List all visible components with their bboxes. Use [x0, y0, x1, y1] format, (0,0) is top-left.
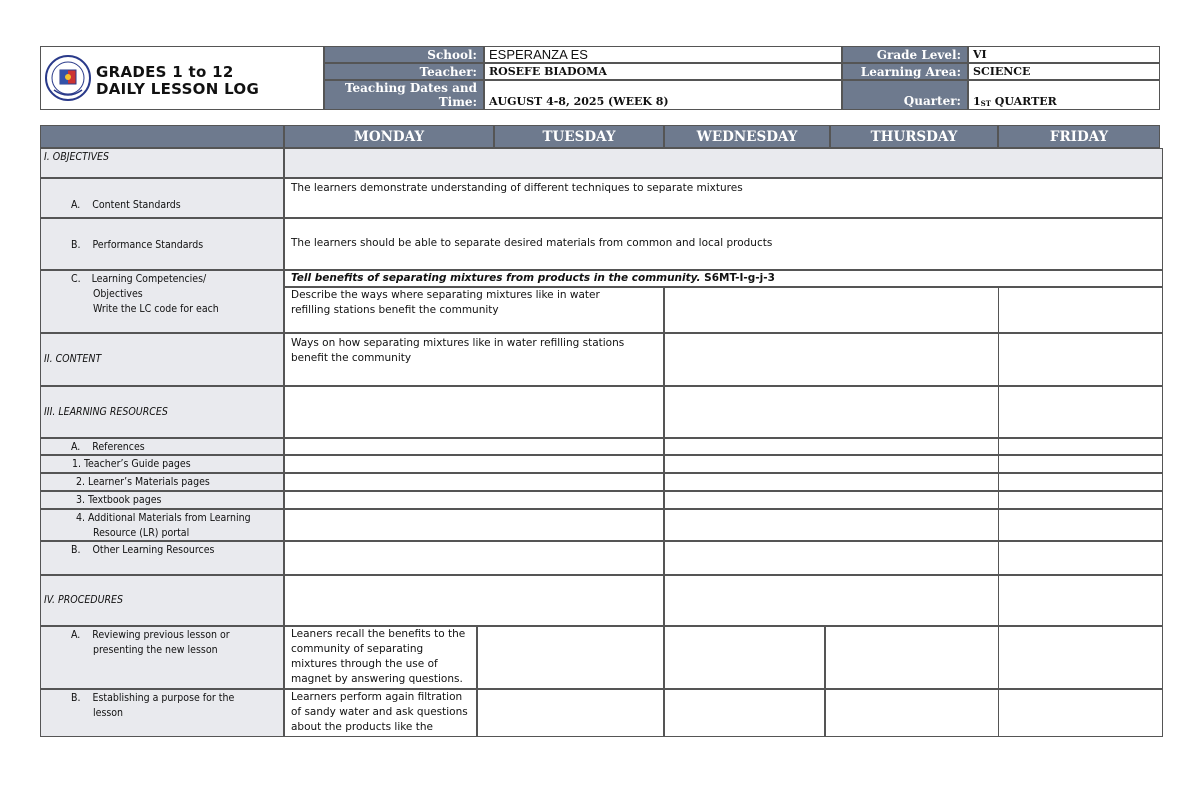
row-textbook-pages-label: 3. Textbook pages — [40, 491, 284, 509]
row-resources-label — [40, 386, 284, 438]
dates-value: AUGUST 4-8, 2025 (WEEK 8) — [484, 80, 842, 110]
competencies-title: Learning Competencies/ — [91, 273, 207, 285]
references-friday-cell — [998, 438, 1163, 455]
review-line1 — [71, 628, 280, 643]
other-resources-title: Other Learning Resources — [92, 544, 215, 556]
review-title: Reviewing previous lesson or — [92, 629, 230, 641]
deped-seal-icon — [44, 50, 92, 106]
procedures-mid-cell — [664, 575, 999, 626]
procedures-monday-cell — [284, 575, 664, 626]
tb-friday-cell — [998, 491, 1163, 509]
row-other-resources-label — [40, 541, 284, 575]
row-content-standards-label — [40, 178, 284, 218]
row-objectives-label — [40, 148, 284, 178]
content-standards-letter: A. — [71, 199, 81, 211]
purpose-title: Establishing a purpose for the — [92, 692, 235, 704]
row-tg-pages-label: 1. Teacher’s Guide pages — [40, 455, 284, 473]
resources-monday-cell — [284, 386, 664, 438]
quarter-number: 1 — [973, 95, 981, 108]
lr-monday-cell — [284, 509, 664, 541]
references-mid-cell — [664, 438, 999, 455]
row-objectives-fill — [284, 148, 1163, 178]
day-friday: FRIDAY — [998, 125, 1160, 148]
dates-label-line1: Teaching Dates and — [344, 81, 477, 95]
resources-heading: III. LEARNING RESOURCES — [44, 406, 168, 418]
dates-label-line2: Time: — [438, 95, 477, 109]
objective-friday-cell — [998, 287, 1163, 333]
title-daily-lesson-log: DAILY LESSON LOG — [96, 80, 260, 98]
row-purpose-label — [40, 689, 284, 737]
lm-monday-cell — [284, 473, 664, 491]
procedures-heading: IV. PROCEDURES — [44, 594, 124, 606]
purpose-tuesday-cell — [477, 689, 664, 737]
content-friday-cell — [998, 333, 1163, 386]
review-tuesday-cell — [477, 626, 664, 689]
competencies-line2: Objectives — [93, 288, 143, 300]
content-heading: II. CONTENT — [44, 353, 102, 365]
review-friday-cell — [998, 626, 1163, 689]
content-standards-text: The learners demonstrate understanding of different techniques to separate mixtures — [284, 178, 1163, 218]
content-text: Ways on how separating mixtures like in water refilling stations benefit the community — [291, 337, 625, 364]
tg-mid-cell — [664, 455, 999, 473]
lr-portal-line1: 4. Additional Materials from Learning — [76, 512, 251, 524]
competency-row — [284, 270, 1163, 287]
objectives-heading: I. OBJECTIVES — [44, 151, 110, 163]
content-wed-thu-cell — [664, 333, 999, 386]
purpose-thursday-cell — [825, 689, 999, 737]
competencies-line1 — [71, 272, 280, 287]
review-thursday-cell — [825, 626, 999, 689]
day-thursday: THURSDAY — [830, 125, 998, 148]
quarter-label: Quarter: — [842, 80, 968, 110]
objective-monday-text — [284, 287, 664, 333]
quarter-superscript: ST — [980, 99, 991, 108]
procedures-friday-cell — [998, 575, 1163, 626]
objective-text: Describe the ways where separating mixtures like in water refilling stations benefit the community — [291, 289, 600, 316]
references-title: References — [92, 441, 145, 453]
day-wednesday: WEDNESDAY — [664, 125, 830, 148]
learning-area-label: Learning Area: — [842, 63, 968, 80]
competencies-letter: C. — [71, 273, 81, 285]
content-monday-cell — [284, 333, 664, 386]
quarter-value — [968, 80, 1160, 110]
other-monday-cell — [284, 541, 664, 575]
title-grades: GRADES 1 to 12 — [96, 63, 234, 81]
purpose-line1 — [71, 691, 280, 706]
row-performance-standards-label — [40, 218, 284, 270]
row-procedures-label — [40, 575, 284, 626]
purpose-friday-cell — [998, 689, 1163, 737]
references-monday-cell — [284, 438, 664, 455]
teacher-label: Teacher: — [324, 63, 484, 80]
performance-standards-text: The learners should be able to separate desired materials from common and local products — [284, 218, 1163, 270]
day-header-blank — [40, 125, 284, 148]
lr-friday-cell — [998, 509, 1163, 541]
review-letter: A. — [71, 629, 81, 641]
tg-friday-cell — [998, 455, 1163, 473]
purpose-letter: B. — [71, 692, 81, 704]
teacher-value: ROSEFE BIADOMA — [484, 63, 842, 80]
review-wednesday-cell — [664, 626, 825, 689]
competency-code: S6MT-I-g-j-3 — [700, 272, 775, 284]
day-monday: MONDAY — [284, 125, 494, 148]
row-lr-portal-label — [40, 509, 284, 541]
references-letter: A. — [71, 441, 81, 453]
school-value: ESPERANZA ES — [484, 46, 842, 63]
row-content-label — [40, 333, 284, 386]
resources-friday-cell — [998, 386, 1163, 438]
lr-mid-cell — [664, 509, 999, 541]
other-resources-letter: B. — [71, 544, 81, 556]
purpose-monday-text: Learners perform again filtration of sandy water and ask questions about the products like the — [284, 689, 477, 737]
school-label: School: — [324, 46, 484, 63]
resources-wed-thu-cell — [664, 386, 999, 438]
dates-label — [324, 80, 484, 110]
learning-area-value: SCIENCE — [968, 63, 1160, 80]
other-friday-cell — [998, 541, 1163, 575]
other-mid-cell — [664, 541, 999, 575]
quarter-word: QUARTER — [994, 95, 1057, 108]
lr-portal-line2: Resource (LR) portal — [93, 527, 190, 539]
competency-text: Tell benefits of separating mixtures from products in the community. — [291, 272, 701, 284]
competencies-line3: Write the LC code for each — [93, 303, 219, 315]
review-line2: presenting the new lesson — [93, 644, 218, 656]
lm-mid-cell — [664, 473, 999, 491]
row-lm-pages-label: 2. Learner’s Materials pages — [40, 473, 284, 491]
row-references-label — [40, 438, 284, 455]
grade-level-label: Grade Level: — [842, 46, 968, 63]
content-standards-title: Content Standards — [92, 199, 181, 211]
tb-mid-cell — [664, 491, 999, 509]
row-review-label — [40, 626, 284, 689]
tb-monday-cell — [284, 491, 664, 509]
purpose-line2: lesson — [93, 707, 124, 719]
objective-wed-thu-cell — [664, 287, 999, 333]
tg-monday-cell — [284, 455, 664, 473]
grade-level-value: VI — [968, 46, 1160, 63]
review-monday-text: Leaners recall the benefits to the community of separating mixtures through the use of magnet by answering questions. — [284, 626, 477, 689]
row-competencies-label — [40, 270, 284, 333]
day-tuesday: TUESDAY — [494, 125, 664, 148]
performance-standards-letter: B. — [71, 239, 81, 251]
purpose-wednesday-cell — [664, 689, 825, 737]
performance-standards-title: Performance Standards — [92, 239, 204, 251]
lm-friday-cell — [998, 473, 1163, 491]
